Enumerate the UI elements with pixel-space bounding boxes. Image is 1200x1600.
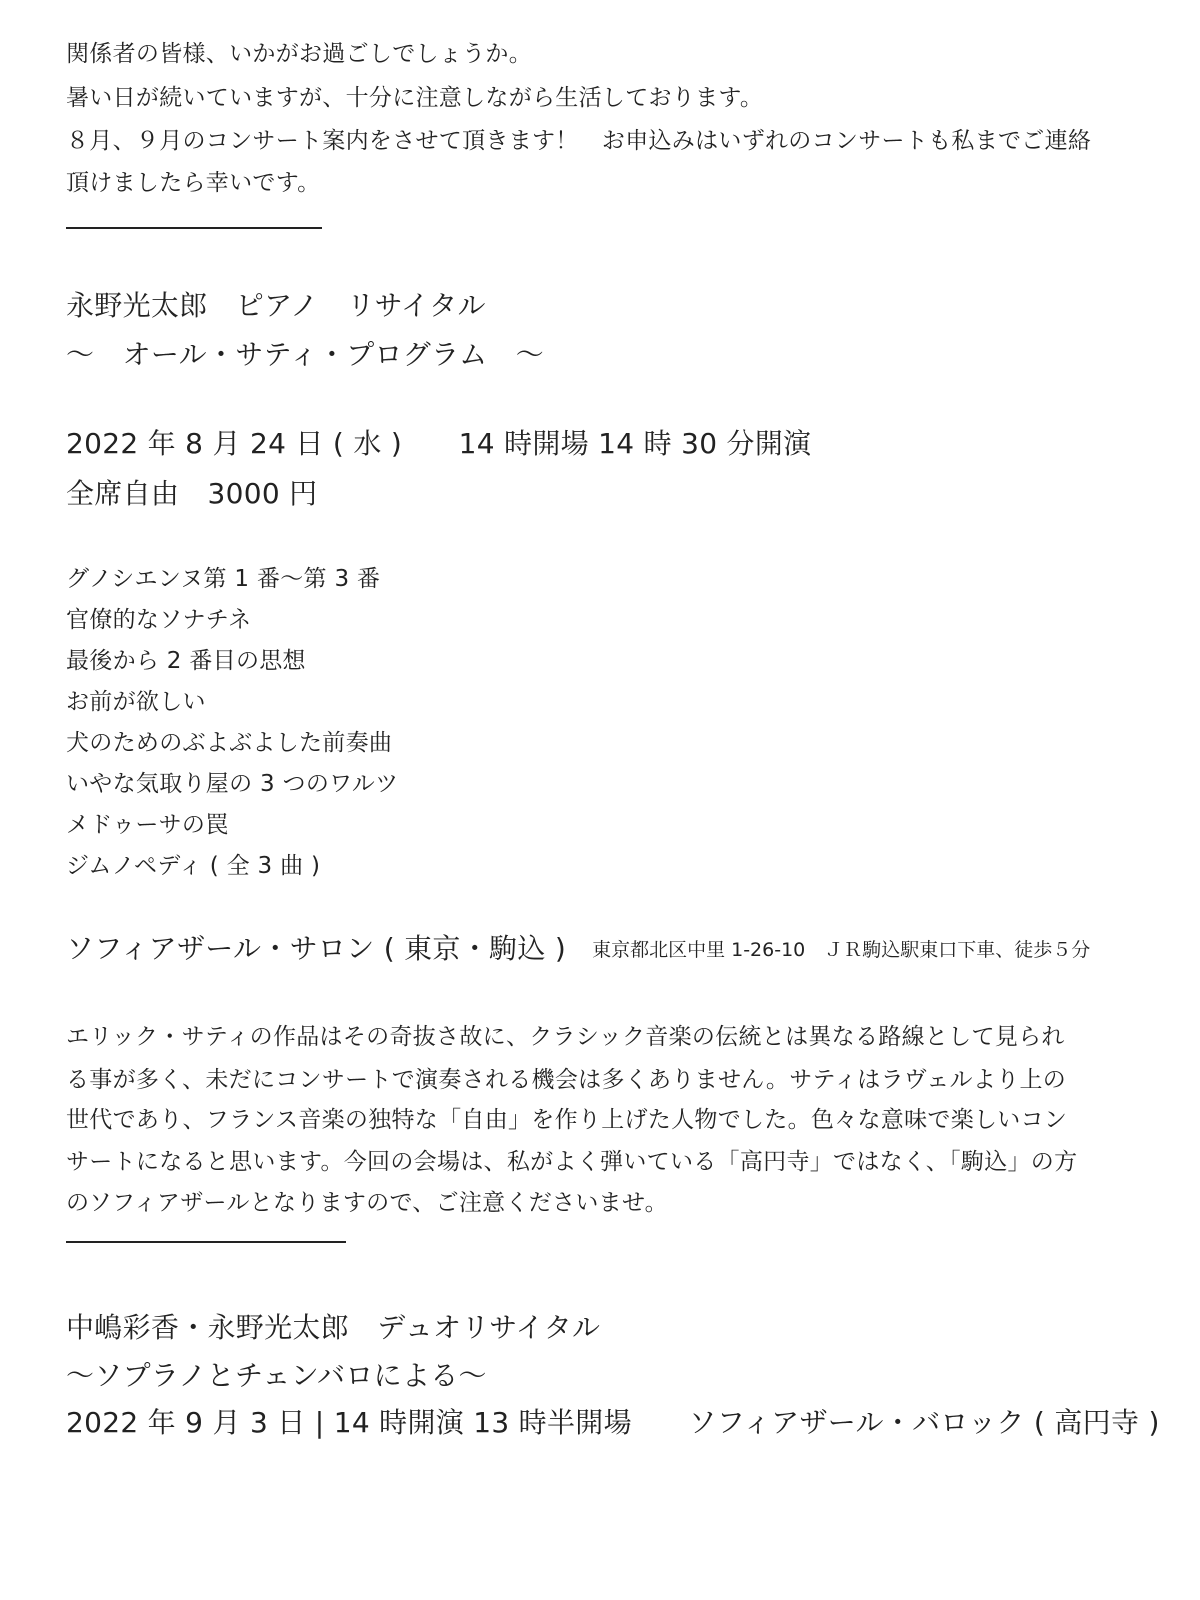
concert1-subtitle: ～ オール・サティ・プログラム ～ [66,338,545,371]
intro-announcement: ８月、９月のコンサート案内をさせて頂きます！ お申込みはいずれのコンサートも私までご連絡 [66,128,1092,154]
intro-weather: 暑い日が続いていますが、十分に注意しながら生活しております。 [66,85,764,111]
program-item: いやな気取り屋の 3 つのワルツ [66,771,399,797]
description-line: 世代であり、フランス音楽の独特な「自由」を作り上げた人物でした。色々な意味で楽しいコン [66,1107,1068,1133]
program-item: メドゥーサの罠 [66,812,229,838]
separator-rule [66,1241,346,1243]
description-line: のソフィアザールとなりますので、ご注意くださいませ。 [66,1190,668,1216]
program-item: 最後から 2 番目の思想 [66,648,306,674]
venue-line [66,932,1091,965]
program-item: グノシエンヌ第 1 番～第 3 番 [66,566,381,592]
separator-rule [66,227,322,229]
concert1-title: 永野光太郎 ピアノ リサイタル [66,289,486,322]
description-line: る事が多く、未だにコンサートで演奏される機会は多くありません。サティはラヴェルより上の [66,1067,1067,1093]
venue-address: 東京都北区中里 1-26-10 ＪＲ駒込駅東口下車、徒歩５分 [592,939,1091,961]
concert2-title: 中嶋彩香・永野光太郎 デュオリサイタル [66,1311,601,1344]
intro-greeting: 関係者の皆様、いかがお過ごしでしょうか。 [66,41,532,67]
concert1-datetime: 2022 年 8 月 24 日 ( 水 ) 14 時開場 14 時 30 分開演 [66,427,812,460]
description-line: サートになると思います。今回の会場は、私がよく弾いている「高円寺」ではなく、「駒込」の方 [66,1149,1078,1175]
program-item: ジムノペディ ( 全 3 曲 ) [66,853,321,879]
concert1-price: 全席自由 3000 円 [66,477,318,510]
description-line: エリック・サティの作品はその奇抜さ故に、クラシック音楽の伝統とは異なる路線として見られ [66,1024,1065,1050]
concert2-subtitle: ～ソプラノとチェンバロによる～ [66,1359,487,1392]
venue-name: ソフィアザール・サロン ( 東京・駒込 ) [66,932,567,965]
program-item: 官僚的なソナチネ [66,607,252,633]
program-item: 犬のためのぶよぶよした前奏曲 [66,730,393,756]
intro-closing: 頂けましたら幸いです。 [66,170,321,196]
program-item: お前が欲しい [66,689,206,715]
concert2-datetime: 2022 年 9 月 3 日 | 14 時開演 13 時半開場 ソフィアザール・バロック ( 高円寺 ) [66,1406,1160,1439]
